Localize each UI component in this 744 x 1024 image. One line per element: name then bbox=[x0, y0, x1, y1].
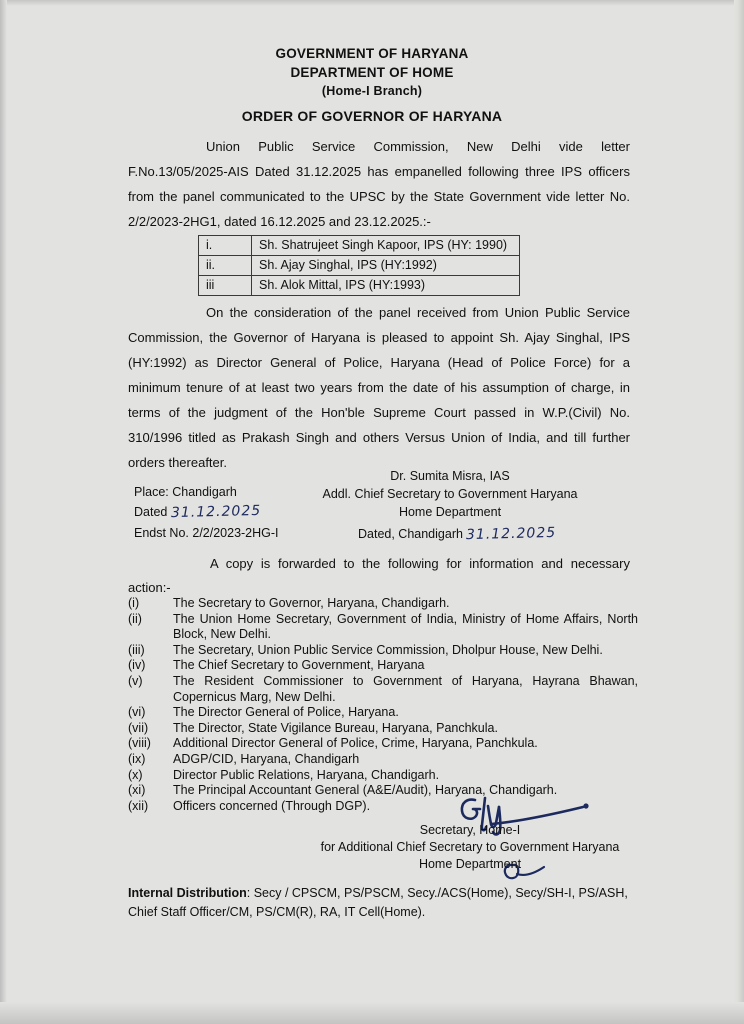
list-item-number: (vi) bbox=[128, 705, 146, 720]
bottom-signatory-line3: Home Department bbox=[418, 857, 522, 871]
dated-row bbox=[134, 502, 261, 522]
list-item bbox=[128, 721, 638, 737]
list-item-number: (i) bbox=[128, 596, 140, 610]
list-item bbox=[128, 596, 638, 612]
list-item-text: ADGP/CID, Haryana, Chandigarh bbox=[173, 751, 360, 766]
dated-value-handwritten: 31.12.2025 bbox=[170, 502, 262, 522]
document-header bbox=[0, 44, 744, 101]
officers-table-body bbox=[199, 236, 520, 296]
internal-distribution-text: : Secy / CPSCM, PS/PSCM, Secy./ACS(Home), Secy/SH-I, PS/ASH, Chief Staff Officer/CM, PS/CM(R), RA, IT Cell(Home). bbox=[128, 886, 628, 919]
list-item-number: (viii) bbox=[128, 736, 151, 751]
list-item-text: Officers concerned (Through DGP). bbox=[173, 798, 371, 813]
endorsement-date-row bbox=[358, 526, 557, 542]
list-item bbox=[128, 658, 638, 674]
list-item-text: The Union Home Secretary, Government of India, Ministry of Home Affairs, North Block, New Delhi. bbox=[173, 611, 638, 642]
top-signatory-block bbox=[290, 467, 610, 521]
list-item bbox=[128, 674, 638, 705]
place-label: Place: Chandigarh bbox=[134, 485, 237, 499]
officer-index: iii bbox=[199, 276, 252, 296]
list-item-text: Director Public Relations, Haryana, Chandigarh. bbox=[173, 767, 440, 782]
endorsement-dated-label: Dated, Chandigarh bbox=[358, 527, 463, 541]
list-item bbox=[128, 799, 638, 815]
list-item-text: The Chief Secretary to Government, Haryana bbox=[173, 658, 425, 673]
list-item-number: (iii) bbox=[128, 642, 145, 657]
paragraph-appointment bbox=[128, 300, 630, 475]
paragraph-empanelment bbox=[128, 134, 630, 234]
endorsement-number: Endst No. 2/2/2023-2HG-I bbox=[134, 526, 279, 540]
list-item-number: (ix) bbox=[128, 751, 146, 766]
paragraph-1-text: Union Public Service Commission, New Delhi vide letter F.No.13/05/2025-AIS Dated 31.12.2025 has empanelled following three IPS officers from the panel communicated to the UPSC by the State Government vide letter No. 2/2/2023-2HG1, dated 16.12.2025 and 23.12.2025.:- bbox=[128, 139, 630, 229]
header-branch-line: (Home-I Branch) bbox=[321, 84, 423, 98]
header-government-line: GOVERNMENT OF HARYANA bbox=[275, 46, 469, 61]
officer-index: ii. bbox=[199, 256, 252, 276]
bottom-signatory-block bbox=[270, 822, 670, 873]
bottom-signatory-line1: Secretary, Home-I bbox=[419, 823, 521, 837]
list-item-number: (ii) bbox=[128, 611, 142, 626]
table-row bbox=[199, 256, 520, 276]
internal-distribution-label: Internal Distribution bbox=[128, 886, 247, 900]
distribution-list bbox=[128, 596, 638, 814]
list-item-number: (xii) bbox=[128, 798, 149, 813]
copy-forwarded-paragraph bbox=[128, 552, 630, 600]
officer-name: Sh. Ajay Singhal, IPS (HY:1992) bbox=[252, 256, 520, 276]
signatory-name: Dr. Sumita Misra, IAS bbox=[390, 469, 510, 483]
officer-name: Sh. Alok Mittal, IPS (HY:1993) bbox=[252, 276, 520, 296]
list-item-text: Additional Director General of Police, Crime, Haryana, Panchkula. bbox=[173, 736, 538, 751]
list-item-number: (v) bbox=[128, 673, 143, 688]
list-item bbox=[128, 752, 638, 768]
list-item-text: The Director, State Vigilance Bureau, Haryana, Panchkula. bbox=[173, 720, 498, 735]
list-item bbox=[128, 705, 638, 721]
list-item-number: (x) bbox=[128, 767, 143, 782]
list-item bbox=[128, 768, 638, 784]
list-item-text: The Director General of Police, Haryana. bbox=[173, 705, 399, 720]
list-item bbox=[128, 783, 638, 799]
officer-index: i. bbox=[199, 236, 252, 256]
signatory-department: Home Department bbox=[398, 505, 502, 519]
place-and-date-block bbox=[134, 482, 261, 522]
dated-label: Dated bbox=[134, 505, 168, 519]
list-item-number: (xi) bbox=[128, 783, 146, 798]
order-title: ORDER OF GOVERNOR OF HARYANA bbox=[241, 108, 503, 124]
list-item bbox=[128, 736, 638, 752]
list-item bbox=[128, 643, 638, 659]
officers-table bbox=[198, 235, 520, 296]
header-department-line: DEPARTMENT OF HOME bbox=[290, 65, 454, 80]
paragraph-2-text: On the consideration of the panel received from Union Public Service Commission, the Governor of Haryana is pleased to appoint Sh. Ajay Singhal, IPS (HY:1992) as Director General of Police, Haryana (Head of Police Force) for a minimum tenure of at least two years from the date of his assumption of charge, in terms of the judgment of the Hon'ble Supreme Court passed in W.P.(Civil) No. 310/1996 titled as Prakash Singh and others Versus Union of India, and till further orders thereafter. bbox=[128, 305, 630, 470]
table-row bbox=[199, 276, 520, 296]
officer-name: Sh. Shatrujeet Singh Kapoor, IPS (HY: 1990) bbox=[252, 236, 520, 256]
signatory-designation: Addl. Chief Secretary to Government Haryana bbox=[322, 487, 578, 501]
list-item-text: The Secretary, Union Public Service Commission, Dholpur House, New Delhi. bbox=[173, 642, 603, 657]
list-item-number: (iv) bbox=[128, 658, 146, 673]
internal-distribution bbox=[128, 884, 638, 922]
table-row bbox=[199, 236, 520, 256]
copy-forwarded-text: A copy is forwarded to the following for information and necessary action:- bbox=[128, 556, 630, 595]
list-item-number: (vii) bbox=[128, 720, 149, 735]
endorsement-dated-handwritten: 31.12.2025 bbox=[466, 524, 557, 544]
list-item bbox=[128, 612, 638, 643]
list-item-text: The Principal Accountant General (A&E/Audit), Haryana, Chandigarh. bbox=[173, 783, 558, 798]
list-item-text: The Resident Commissioner to Government of Haryana, Hayrana Bhawan, Copernicus Marg, New Delhi. bbox=[173, 673, 638, 704]
bottom-signatory-line2: for Additional Chief Secretary to Government Haryana bbox=[320, 840, 620, 854]
list-item-text: The Secretary to Governor, Haryana, Chandigarh. bbox=[173, 596, 450, 610]
